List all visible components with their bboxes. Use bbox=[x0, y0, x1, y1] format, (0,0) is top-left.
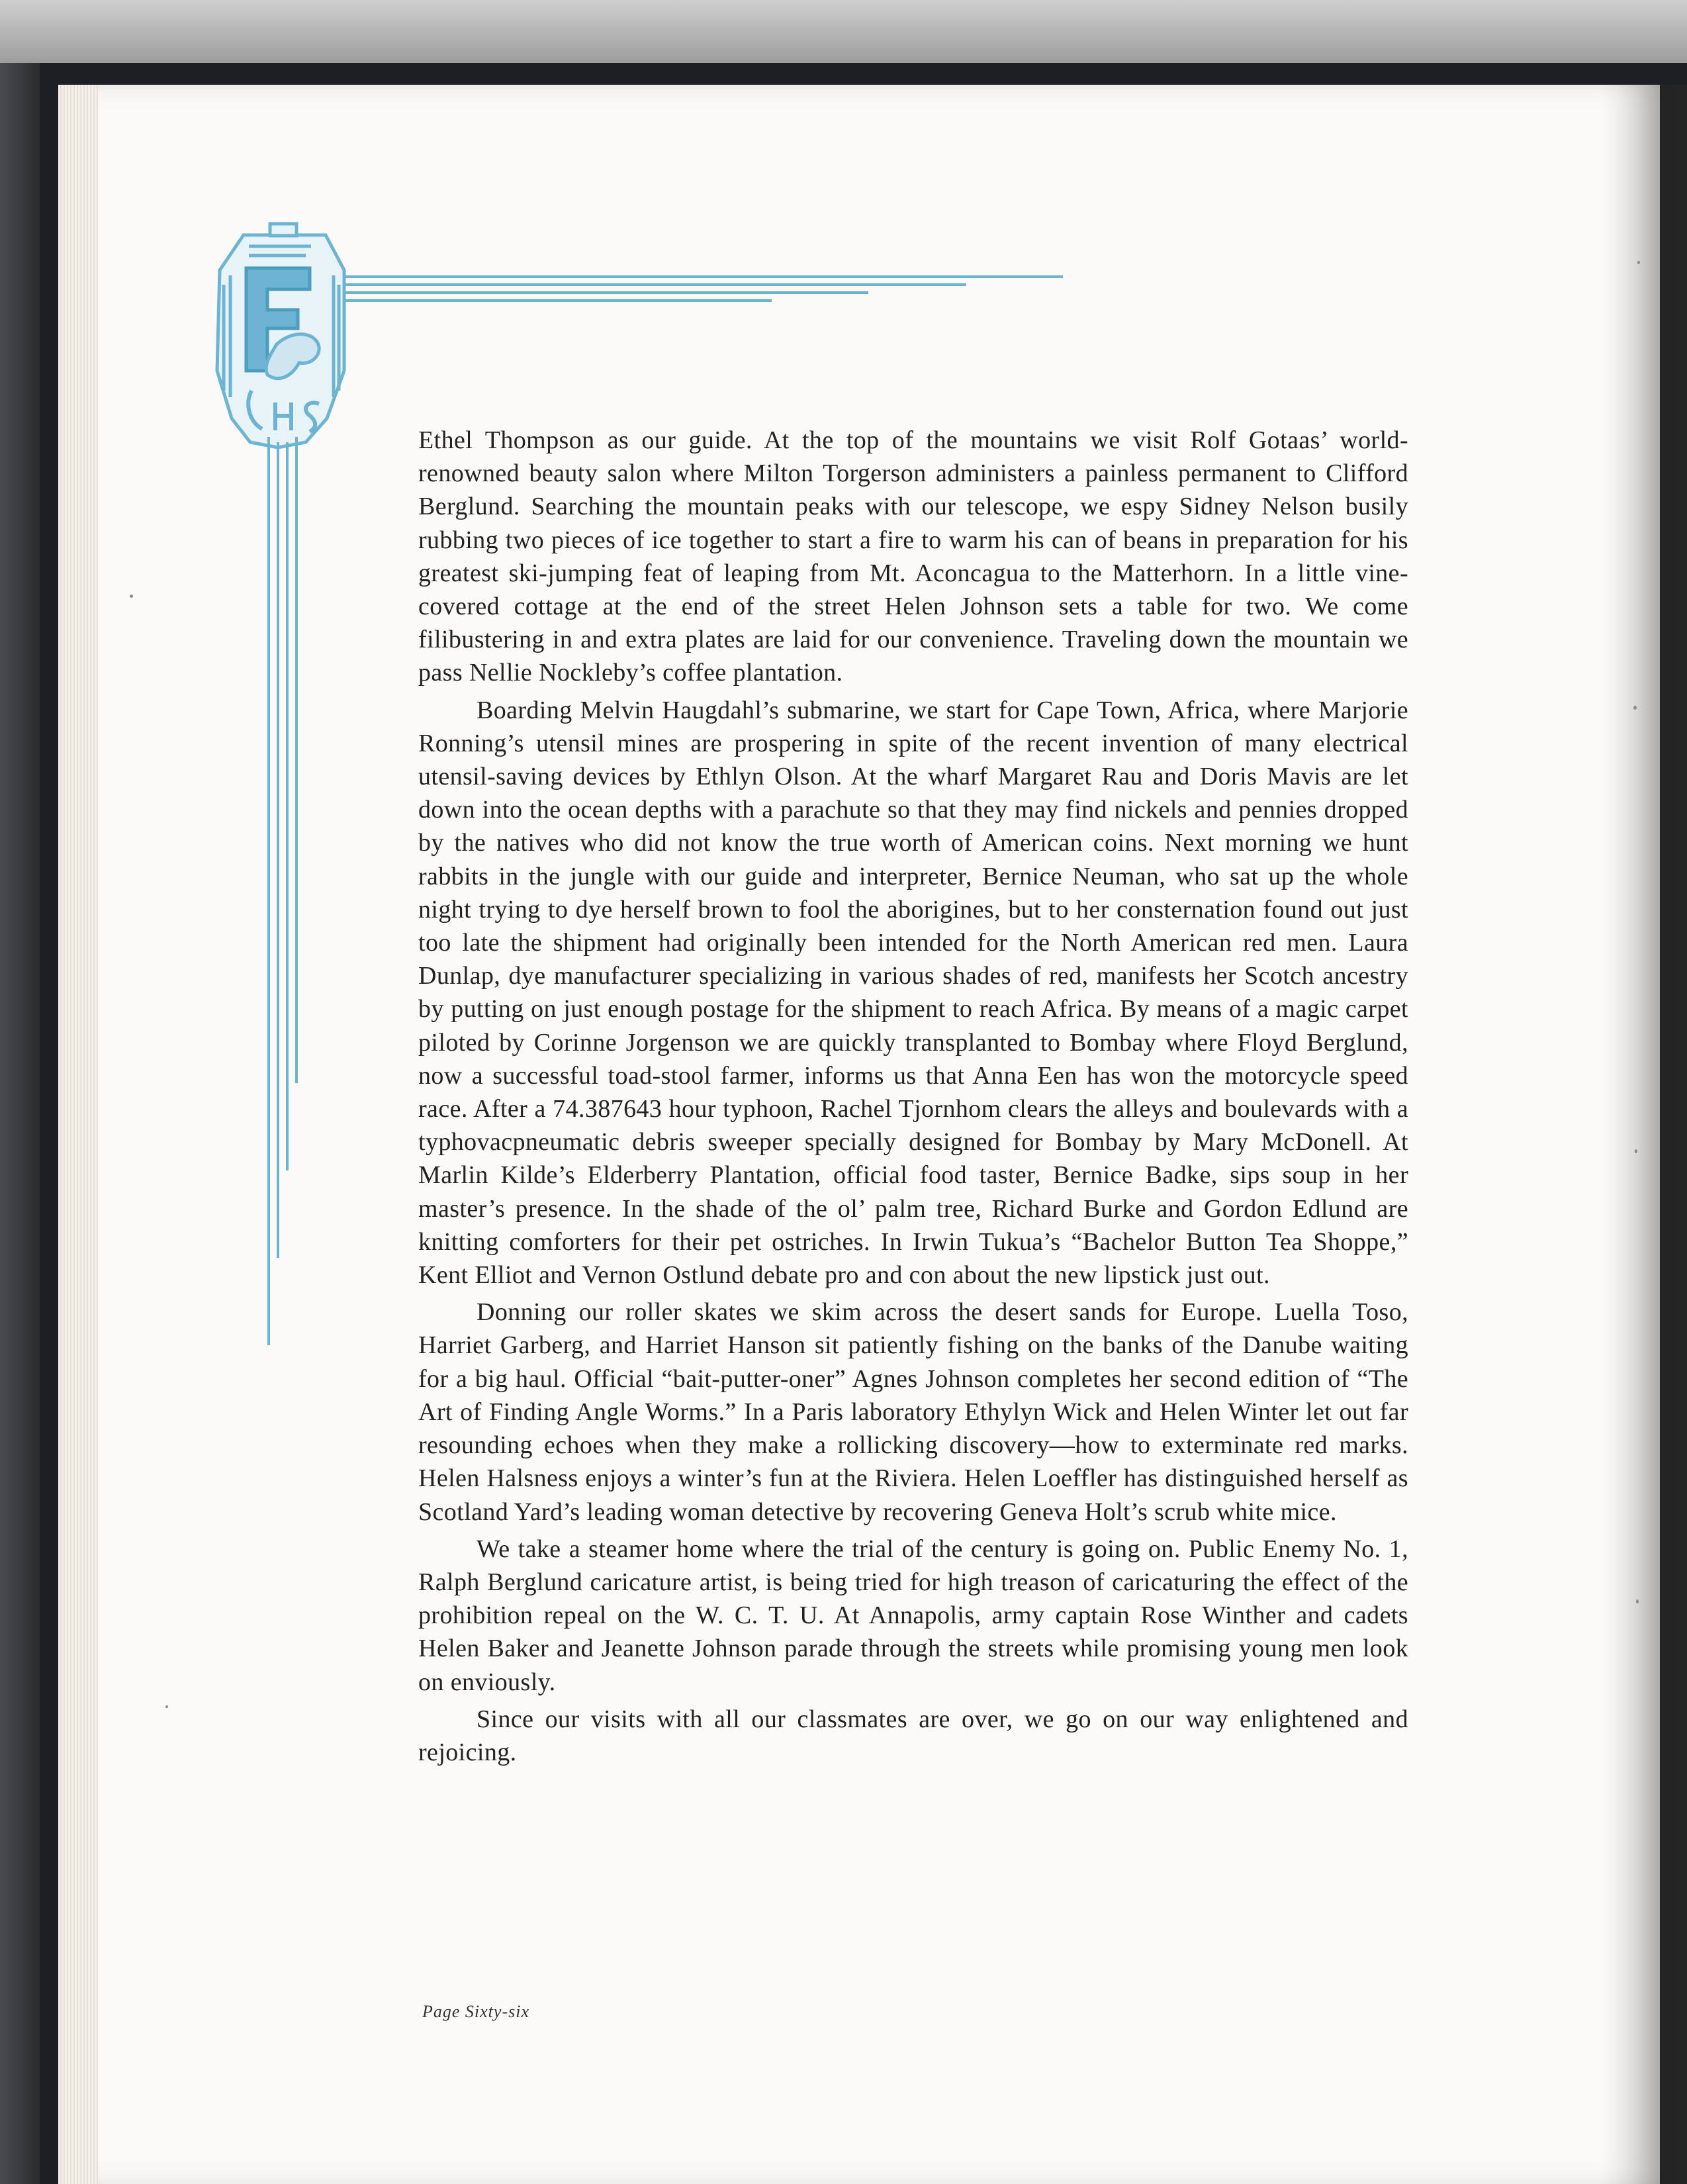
paragraph-4: We take a steamer home where the trial of the century is going on. Public Enemy No. 1, Ralph Berglund caricature artist, is being tried for high treason of caricaturing the effect of the prohibition repeal on the W. C. T. U. At Annapolis, army captain Rose Winther and cadets Helen Baker and Jeanette Johnson parade through the streets while promising young men look on enviously. bbox=[418, 1535, 1408, 1696]
paragraph-5: Since our visits with all our classmates are over, we go on our way enlightened and rejoicing. bbox=[418, 1705, 1408, 1766]
paragraph-3: Donning our roller skates we skim across the desert sands for Europe. Luella Toso, Harriet Garberg, and Harriet Hanson sit patiently fishing on the banks of the Danube waiting for a big haul. Official “bait-putter-oner” Agnes Johnson completes her second edition of “The Art of Finding Angle Worms.” In a Paris laboratory Ethylyn Wick and Helen Winter let out far resounding echoes when they make a rollicking discovery—how to exterminate red marks. Helen Halsness enjoys a winter’s fun at the Riviera. Helen Loeffler has distinguished herself as Scotland Yard’s leading woman detective by recovering Geneva Holt’s scrub white mice. bbox=[418, 1298, 1408, 1526]
page-number: Page Sixty-six bbox=[422, 2002, 529, 2021]
article-body bbox=[418, 424, 1408, 1769]
paragraph-2: Boarding Melvin Haugdahl’s submarine, we start for Cape Town, Africa, where Marjorie Ronning’s utensil mines are prospering in spite of the recent invention of many electrical utensil-saving devices by Ethlyn Olson. At the wharf Margaret Rau and Doris Mavis are let down into the ocean depths with a parachute so that they may find nickels and pennies dropped by the natives who did not know the true worth of American coins. Next morning we hunt rabbits in the jungle with our guide and interpreter, Bernice Neuman, who sat up the whole night trying to dye herself brown to fool the aborigines, but to her consternation found out just too late the shipment had originally been intended for the North American red men. Laura Dunlap, dye manufacturer specializing in various shades of red, manifests her Scotch ancestry by putting on just enough postage for the shipment to reach Africa. By means of a magic carpet piloted by Corinne Jorgenson we are quickly transplanted to Bombay where Floyd Berglund, now a successful toad-stool farmer, informs us that Anna Een has won the motorcycle speed race. After a 74.387643 hour typhoon, Rachel Tjornhom clears the alleys and boulevards with a typhovacpneumatic debris sweeper specially designed for Bombay by Mary McDonell. At Marlin Kilde’s Elderberry Plantation, official food taster, Bernice Badke, sips soup in her master’s presence. In the shade of the ol’ palm tree, Richard Burke and Gordon Edlund are knitting comforters for their pet ostriches. In Irwin Tukua’s “Bachelor Button Tea Shoppe,” Kent Elliot and Vernon Ostlund debate pro and con about the new lipstick just out. bbox=[418, 696, 1408, 1290]
ornament-horizontal-rules bbox=[344, 277, 1063, 301]
fhs-crest-icon bbox=[217, 224, 344, 448]
paragraph-1: Ethel Thompson as our guide. At the top of the mountains we visit Rolf Gotaas’ world-renowned beauty salon where Milton Torgerson administers a painless permanent to Clifford Berglund. Searching the mountain peaks with our telescope, we espy Sidney Nelson busily rubbing two pieces of ice together to start a fire to warm his can of beans in preparation for his greatest ski-jumping feat of leaping from Mt. Aconcagua to the Matterhorn. In a little vine-covered cottage at the end of the street Helen Johnson sets a table for two. We come filibustering in and extra plates are laid for our convenience. Traveling down the mountain we pass Nellie Nockleby’s coffee plantation. bbox=[418, 426, 1408, 687]
ornament-vertical-rules bbox=[269, 437, 296, 1345]
